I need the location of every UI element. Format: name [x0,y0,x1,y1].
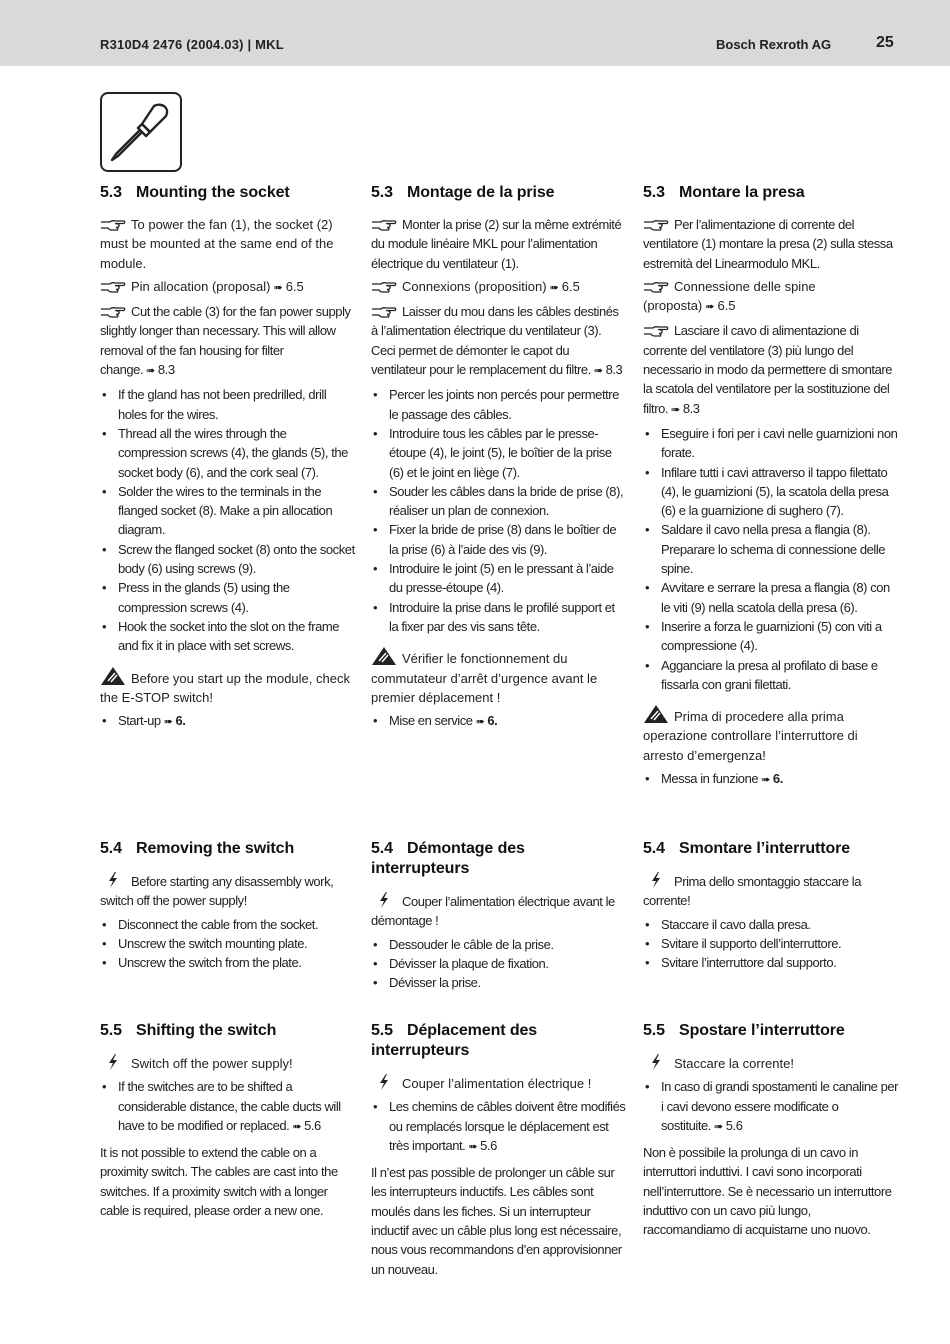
section-5-3-en [100,183,356,736]
section-title: 5.4 Smontare l’interruttore [643,840,851,857]
list-item: • Avvitare e serrare la presa a flangia (8) con le viti (9) nella scatola della presa (6). [643,578,899,617]
list-item: • Eseguire i fori per i cavi nelle guarnizioni non forate. [643,424,899,463]
list-item: • Unscrew the switch mounting plate. [100,934,356,953]
list-item: • Inserire a forza le guarnizioni (5) con viti a compressione (4). [643,617,899,656]
list-item: • Screw the flanged socket (8) onto the socket body (6) using screws (9). [100,540,356,579]
pointing-hand-icon [100,280,126,294]
list-item: • Disconnect the cable from the socket. [100,915,356,934]
list-item: • Solder the wires to the terminals in the flanged socket (8). Make a pin allocation diagram. [100,482,356,540]
note-3: Cut the cable (3) for the fan power supply slightly longer than necessary. This will allow removal of the fan housing for filter change. ➠ 8.3 [100,304,351,378]
pointing-hand-icon [371,305,397,319]
reference-arrow-icon: ➠ [146,365,155,378]
startup-reference: • Start-up ➠ 6. [100,711,356,732]
list-item: • Dévisser la prise. [371,973,627,992]
list-item: • Percer les joints non percés pour permettre le passage des câbles. [371,385,627,424]
lightning-bolt-icon [371,1073,397,1091]
list-item: • Hook the socket into the slot on the frame and fix it in place with set screws. [100,617,356,656]
pointing-hand-icon [371,218,397,232]
list-item: • Thread all the wires through the compression screws (4), the glands (5), the socket body (6), and the cork seal (7). [100,424,356,482]
lightning-bolt-icon [371,891,397,909]
note-3: Laisser du mou dans les câbles destinés à l’alimentation électrique du ventilateur (3). Ceci permet de démonter le capot du ventilateur pour le remplacement du filtre. ➠ 8.3 [371,304,623,378]
reference-arrow-icon: ➠ [593,365,603,378]
reference-arrow-icon: ➠ [273,281,283,294]
reference-arrow-icon: ➠ [705,301,715,314]
list-item: • Svitare il supporto dell’interruttore. [643,934,899,953]
note-1: Per l’alimentazione di corrente del ventilatore (1) montare la presa (2) sulla stessa estremità del Linearmodulo MKL. [643,217,893,271]
document-reference: R310D4 2476 (2004.03) | MKL [100,37,284,52]
reference-arrow-icon: ➠ [761,774,770,787]
steps-list [371,935,627,993]
paragraph: Non è possibile la prolunga di un cavo in interruttori induttivi. I cavi sono incorporati nell’interruttore. Se è necessario un interruttore induttivo con un cavo più lungo, raccomandiamo di acquistarne uno nuovo. [643,1145,892,1238]
screwdriver-icon [100,92,182,172]
caution-warning: Vérifier le fonctionnement du commutateur d’arrêt d’urgence avant le premier déplacement ! [371,646,627,707]
lightning-bolt-icon [643,871,669,889]
section-5-5-en [100,1021,356,1224]
paragraph: Il n’est pas possible de prolonger un câble sur les interrupteurs inductifs. Les câbles sont moulés dans les fiches. Si un interrupteur inductif avec un câble plus long est nécessaire, nous vous recommandons d’en approvisionner un nouveau. [371,1165,622,1277]
caution-triangle-icon [100,666,126,686]
reference-arrow-icon: ➠ [163,716,173,729]
section-5-5-it [643,1021,899,1244]
pointing-hand-icon [100,218,126,232]
list-item: • Unscrew the switch from the plate. [100,953,356,972]
electrical-warning: Couper l’alimentation électrique ! [371,1073,627,1093]
lightning-bolt-icon [100,871,126,889]
steps-list [643,915,899,973]
caution-triangle-icon [371,646,397,666]
list-item: • Introduire le joint (5) en le pressant à l’aide du presse-étoupe (4). [371,559,627,598]
section-title: 5.3 Mounting the socket [100,184,290,201]
lightning-bolt-icon [100,1053,126,1071]
list-item: • Staccare il cavo dalla presa. [643,915,899,934]
pointing-hand-icon [371,280,397,294]
electrical-warning: Switch off the power supply! [100,1053,356,1073]
reference-arrow-icon: ➠ [475,716,485,729]
reference-arrow-icon: ➠ [292,1120,302,1133]
startup-reference: • Mise en service ➠ 6. [371,711,627,732]
note-1: To power the fan (1), the socket (2) must be mounted at the same end of the module. [100,217,334,271]
note-2: Connexions (proposition) ➠ 6.5 [371,277,627,298]
caution-triangle-icon [643,704,669,724]
company-name: Bosch Rexroth AG [716,37,832,52]
list-item: • Introduire tous les câbles par le presse-étoupe (4), le joint (5), le boîtier de la prise (6) et le joint en liège (7). [371,424,627,482]
caution-warning: Prima di procedere alla prima operazione controllare l’interruttore di arresto d’emergenza! [643,704,899,765]
list-item: • Saldare il cavo nella presa a flangia (8). Preparare lo schema di connessione delle spine. [643,520,899,578]
section-5-5-fr [371,1021,627,1283]
steps-list [100,915,356,973]
list-item: • Introduire la prise dans le profilé support et la fixer par des vis sans tête. [371,598,627,637]
steps-list [100,385,356,655]
list-item: • Infilare tutti i cavi attraverso il tappo filettato (4), le guarnizioni (5), la scatola della presa (6) e la guarnizione di sughero (7). [643,463,899,521]
list-item: • If the switches are to be shifted a considerable distance, the cable ducts will have to be modified or replaced. ➠ 5.6 [100,1077,356,1137]
reference-arrow-icon: ➠ [549,281,559,294]
section-title: 5.3 Montare la presa [643,184,805,201]
section-title: 5.4 Démontage des interrupteurs [371,840,525,877]
steps-list [643,424,899,694]
list-item: • Agganciare la presa al profilato di base e fissarla con grani filettati. [643,656,899,695]
note-2: Pin allocation (proposal) ➠ 6.5 [100,277,356,298]
list-item: • Fixer la bride de prise (8) dans le boîtier de la prise (6) à l’aide des vis (9). [371,520,627,559]
section-5-4-en [100,839,356,976]
electrical-warning: Couper l’alimentation électrique avant le démontage ! [371,891,627,931]
startup-reference: • Messa in funzione ➠ 6. [643,769,899,790]
note-1: Monter la prise (2) sur la même extrémité du module linéaire MKL pour l’alimentation électrique du ventilateur (1). [371,217,622,271]
section-title: 5.5 Déplacement des interrupteurs [371,1022,538,1059]
pointing-hand-icon [100,305,126,319]
note-3: Lasciare il cavo di alimentazione di corrente del ventilatore (3) più lungo del necessario in modo da permettere di smontare la scatola del ventilatore per la sostituzione del filtro. ➠ 8.3 [643,323,893,416]
reference-arrow-icon: ➠ [671,403,680,416]
page-number: 25 [876,34,894,51]
section-title: 5.4 Removing the switch [100,840,295,857]
section-title: 5.5 Spostare l’interruttore [643,1022,845,1039]
list-item: • Press in the glands (5) using the compression screws (4). [100,578,356,617]
note-2: Connessione delle spine (proposta) ➠ 6.5 [643,278,816,314]
section-title: 5.3 Montage de la prise [371,184,555,201]
reference-arrow-icon: ➠ [468,1140,478,1153]
pointing-hand-icon [643,218,669,232]
list-item: • Les chemins de câbles doivent être modifiés ou remplacés lorsque le déplacement est très important. ➠ 5.6 [371,1097,627,1157]
electrical-warning: Before starting any disassembly work, switch off the power supply! [100,871,356,911]
section-5-4-fr [371,839,627,996]
caution-warning: Before you start up the module, check the E-STOP switch! [100,666,356,708]
lightning-bolt-icon [643,1053,669,1071]
list-item: • If the gland has not been predrilled, drill holes for the wires. [100,385,356,424]
list-item: • Dessouder le câble de la prise. [371,935,627,954]
section-5-4-it [643,839,899,976]
reference-arrow-icon: ➠ [713,1120,723,1133]
electrical-warning: Staccare la corrente! [643,1053,899,1073]
list-item: • Dévisser la plaque de fixation. [371,954,627,973]
section-5-3-it [643,183,899,794]
section-title: 5.5 Shifting the switch [100,1022,277,1039]
paragraph: It is not possible to extend the cable on a proximity switch. The cables are cast into the switches. If a proximity switch with a longer cable is required, please order a new one. [100,1145,338,1219]
list-item: • Svitare l’interruttore dal supporto. [643,953,899,972]
page-header [0,0,950,66]
list-item: • Souder les câbles dans la bride de prise (8), réaliser un plan de connexion. [371,482,627,521]
pointing-hand-icon [643,280,669,294]
list-item: • In caso di grandi spostamenti le canaline per i cavi devono essere modificate o sostituite. ➠ 5.6 [643,1077,899,1137]
steps-list [371,385,627,636]
pointing-hand-icon [643,324,669,338]
section-5-3-fr [371,183,627,736]
electrical-warning: Prima dello smontaggio staccare la corrente! [643,871,899,911]
